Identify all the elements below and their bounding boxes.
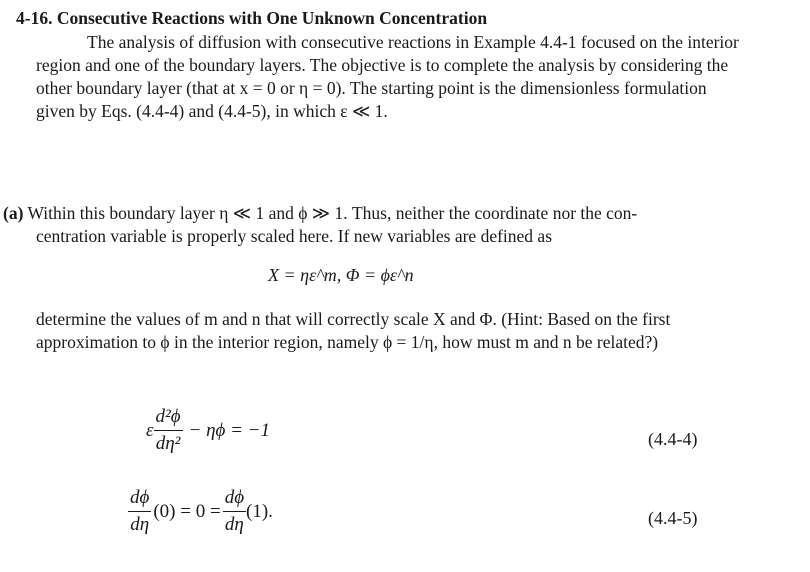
problem-title: 4-16. Consecutive Reactions with One Unknown Concentration — [16, 8, 488, 28]
part-a-line: determine the values of m and n that will correctly scale X and Φ. (Hint: Based on the first — [36, 309, 671, 329]
equation-4-4-4 — [146, 405, 270, 456]
intro-line: The analysis of diffusion with consecutive reactions in Example 4.4-1 focused on the interior — [87, 32, 739, 52]
first-derivative-fraction — [128, 486, 151, 537]
second-derivative-fraction — [154, 405, 183, 456]
part-a-text: Within this boundary layer η ≪ 1 and ϕ ≫ 1. Thus, neither the coordinate nor the con- — [27, 203, 638, 223]
part-a-line: centration variable is properly scaled here. If new variables are defined as — [36, 226, 553, 246]
equation-4-4-5 — [128, 486, 273, 537]
equation-number: (4.4-5) — [648, 508, 698, 528]
intro-line: given by Eqs. (4.4-4) and (4.4-5), in which ε ≪ 1. — [36, 101, 388, 121]
first-derivative-fraction — [223, 486, 246, 537]
equation-number: (4.4-4) — [648, 429, 698, 449]
part-a-line: approximation to ϕ in the interior region, namely ϕ = 1/η, how must m and n be related?) — [36, 332, 659, 352]
equation-rest: − ηϕ = −1 — [188, 419, 271, 441]
fraction-numerator: dϕ — [223, 486, 246, 512]
fraction-numerator: dϕ — [128, 486, 151, 512]
fraction-denominator: dη — [130, 514, 150, 535]
fraction-denominator: dη² — [155, 433, 181, 454]
part-a-first-line — [3, 202, 637, 224]
fraction-denominator: dη — [224, 514, 244, 535]
intro-line: region and one of the boundary layers. The objective is to complete the analysis by considering the — [36, 55, 729, 75]
fraction-numerator: d²ϕ — [154, 405, 183, 431]
equation-middle: (0) = 0 = — [153, 500, 221, 522]
scaling-definition-equation: X = ηε^m, Φ = ϕε^n — [268, 265, 414, 285]
equation-end: (1). — [246, 500, 273, 522]
epsilon-symbol: ε — [146, 419, 154, 441]
part-a-label: (a) — [3, 203, 24, 223]
intro-line: other boundary layer (that at x = 0 or η = 0). The starting point is the dimensionless formulation — [36, 78, 707, 98]
